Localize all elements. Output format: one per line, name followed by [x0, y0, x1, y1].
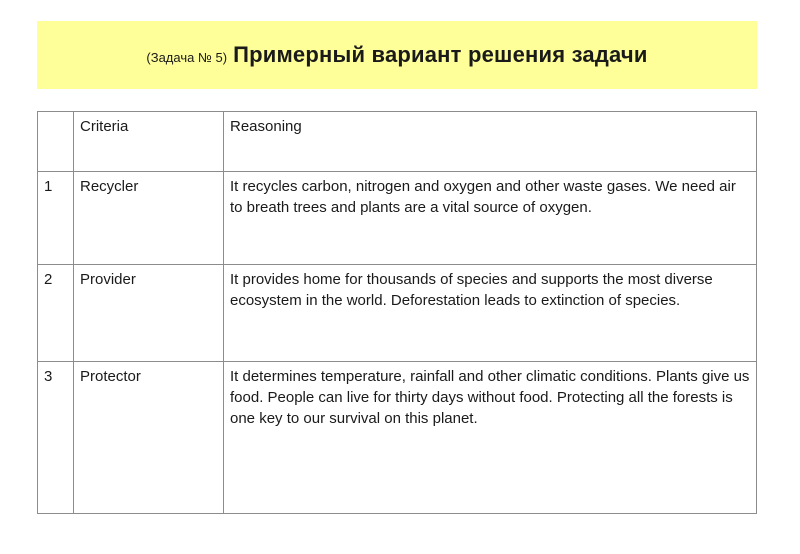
task-label: (Задача № 5): [146, 49, 228, 65]
row-reasoning: It determines temperature, rainfall and other climatic conditions. Plants give us food. People can live for thirty days without food. Protecting all the forests is one key to our survival on this planet.: [224, 362, 757, 514]
row-number: 1: [38, 172, 74, 265]
table-header-row: [38, 112, 757, 172]
row-number: 2: [38, 265, 74, 362]
table-row: [38, 362, 757, 514]
table-row: [38, 172, 757, 265]
row-reasoning: It recycles carbon, nitrogen and oxygen and other waste gases. We need air to breath trees and plants are a vital source of oxygen.: [224, 172, 757, 265]
title-band: [37, 21, 757, 89]
table-row: [38, 265, 757, 362]
row-criteria: Protector: [74, 362, 224, 514]
row-number: 3: [38, 362, 74, 514]
page-title: Примерный вариант решения задачи: [233, 42, 648, 67]
row-criteria: Provider: [74, 265, 224, 362]
row-criteria: Recycler: [74, 172, 224, 265]
header-cell-reasoning: Reasoning: [224, 112, 757, 172]
header-cell-number: [38, 112, 74, 172]
criteria-table: [37, 111, 757, 514]
row-reasoning: It provides home for thousands of species and supports the most diverse ecosystem in the world. Deforestation leads to extinction of species.: [224, 265, 757, 362]
header-cell-criteria: Criteria: [74, 112, 224, 172]
